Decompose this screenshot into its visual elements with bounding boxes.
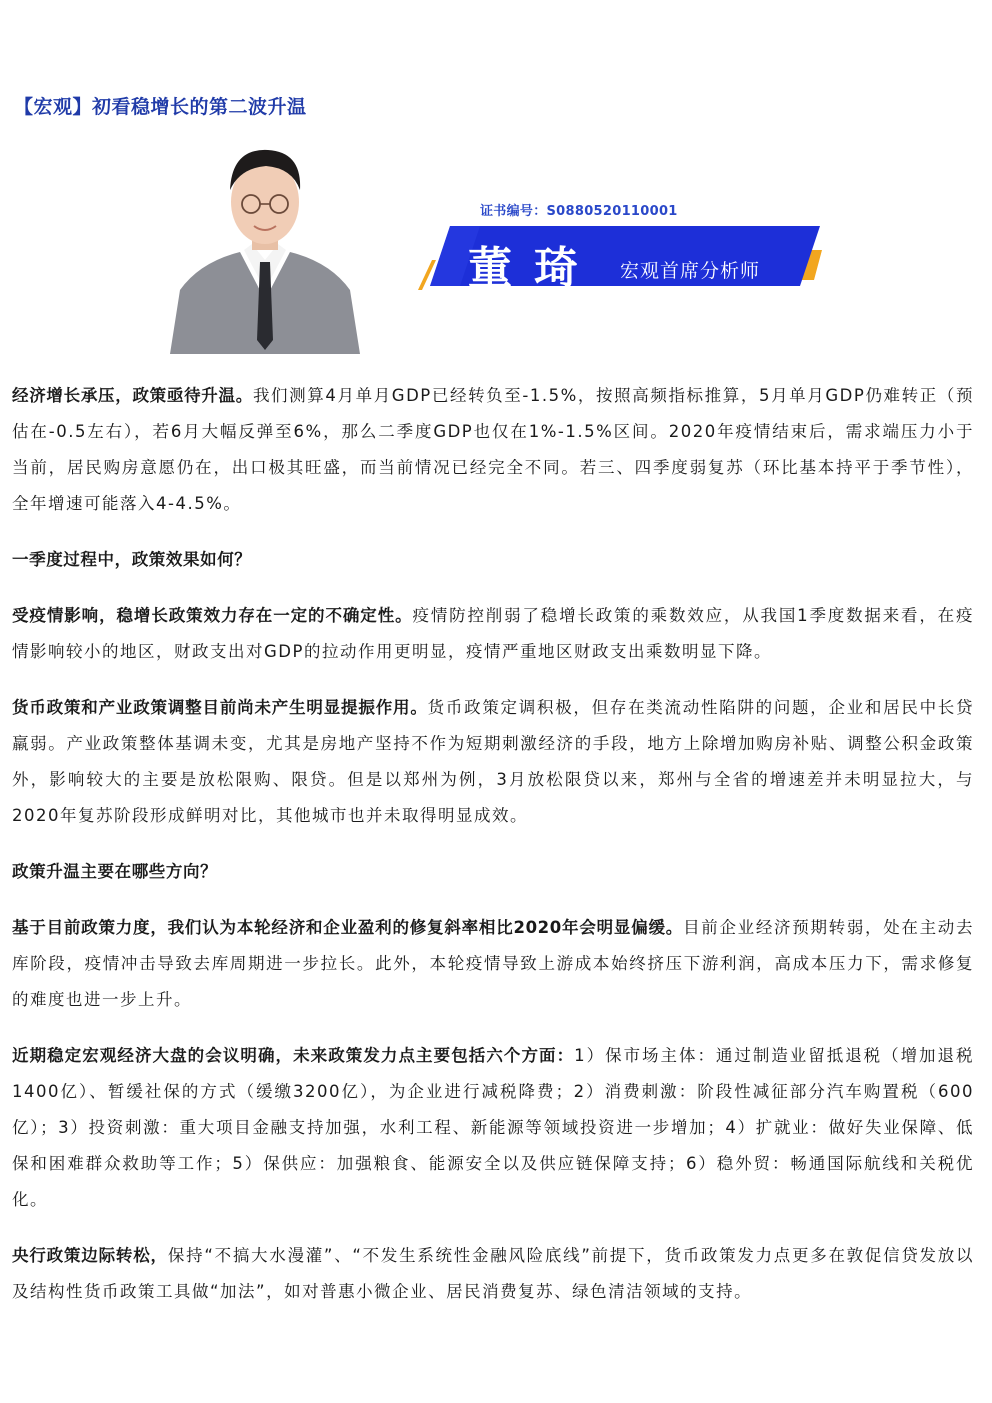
paragraph-text: 我们测算4月单月GDP已经转负至-1.5%，按照高频指标推算，5月单月GDP仍难转正（预估在-0.5左右），若6月大幅反弹至6%，那么二季度GDP也仅在1%-1.5%区间。2020年疫情结束后，需求端压力小于当前，居民购房意愿仍在，出口极其旺盛，而当前情况已经完全不同。若三、四季度弱复苏（环比基本持平于季节性），全年增速可能落入4-4.5%。	[12, 386, 974, 513]
paragraph-text: 货币政策定调积极，但存在类流动性陷阱的问题，企业和居民中长贷羸弱。产业政策整体基调未变，尤其是房地产坚持不作为短期刺激经济的手段，地方上除增加购房补贴、调整公积金政策外，影响较大的主要是放松限购、限贷。但是以郑州为例，3月放松限贷以来，郑州与全省的增速差并未明显拉大，与2020年复苏阶段形成鲜明对比，其他城市也并未取得明显成效。	[12, 698, 974, 825]
paragraph	[12, 1238, 974, 1310]
analyst-name: 董琦	[468, 243, 600, 294]
paragraph-lead: 央行政策边际转松，	[12, 1246, 168, 1265]
certificate-number: 证书编号：S0880520110001	[480, 204, 678, 219]
paragraph-text: 目前企业经济预期转弱，处在主动去库阶段，疫情冲击导致去库周期进一步拉长。此外，本轮疫情导致上游成本始终挤压下游利润，高成本压力下，需求修复的难度也进一步上升。	[12, 918, 974, 1009]
article-body	[12, 378, 974, 1330]
paragraph-lead: 货币政策和产业政策调整目前尚未产生明显提振作用。	[12, 698, 428, 717]
paragraph-lead: 经济增长承压，政策亟待升温。	[12, 386, 253, 405]
paragraph-lead: 基于目前政策力度，我们认为本轮经济和企业盈利的修复斜率相比2020年会明显偏缓。	[12, 918, 684, 937]
paragraph	[12, 910, 974, 1018]
section-heading: 一季度过程中，政策效果如何？	[12, 550, 252, 569]
analyst-photo	[160, 140, 370, 354]
paragraph	[12, 690, 974, 834]
analyst-profile	[160, 140, 840, 358]
analyst-role: 宏观首席分析师	[620, 260, 761, 282]
paragraph-lead: 近期稳定宏观经济大盘的会议明确，未来政策发力点主要包括六个方面：	[12, 1046, 575, 1065]
paragraph-text: 1）保市场主体：通过制造业留抵退税（增加退税1400亿）、暂缓社保的方式（缓缴3200亿），为企业进行减税降费；2）消费刺激：阶段性减征部分汽车购置税（600亿）；3）投资刺激：重大项目金融支持加强，水利工程、新能源等领域投资进一步增加；4）扩就业：做好失业保障、低保和困难群众救助等工作；5）保供应：加强粮食、能源安全以及供应链保障支持；6）稳外贸：畅通国际航线和关税优化。	[12, 1046, 974, 1209]
paragraph-text: 疫情防控削弱了稳增长政策的乘数效应，从我国1季度数据来看，在疫情影响较小的地区，财政支出对GDP的拉动作用更明显，疫情严重地区财政支出乘数明显下降。	[12, 606, 974, 661]
paragraph	[12, 378, 974, 522]
paragraph-text: 保持“不搞大水漫灌”、“不发生系统性金融风险底线”前提下，货币政策发力点更多在敦促信贷发放以及结构性货币政策工具做“加法”，如对普惠小微企业、居民消费复苏、绿色清洁领域的支持。	[12, 1246, 974, 1301]
paragraph-lead: 受疫情影响，稳增长政策效力存在一定的不确定性。	[12, 606, 413, 625]
paragraph	[12, 598, 974, 670]
analyst-banner	[410, 220, 830, 300]
paragraph	[12, 1038, 974, 1218]
article-title: 【宏观】初看稳增长的第二波升温	[14, 96, 307, 118]
section-heading: 政策升温主要在哪些方向？	[12, 862, 218, 881]
